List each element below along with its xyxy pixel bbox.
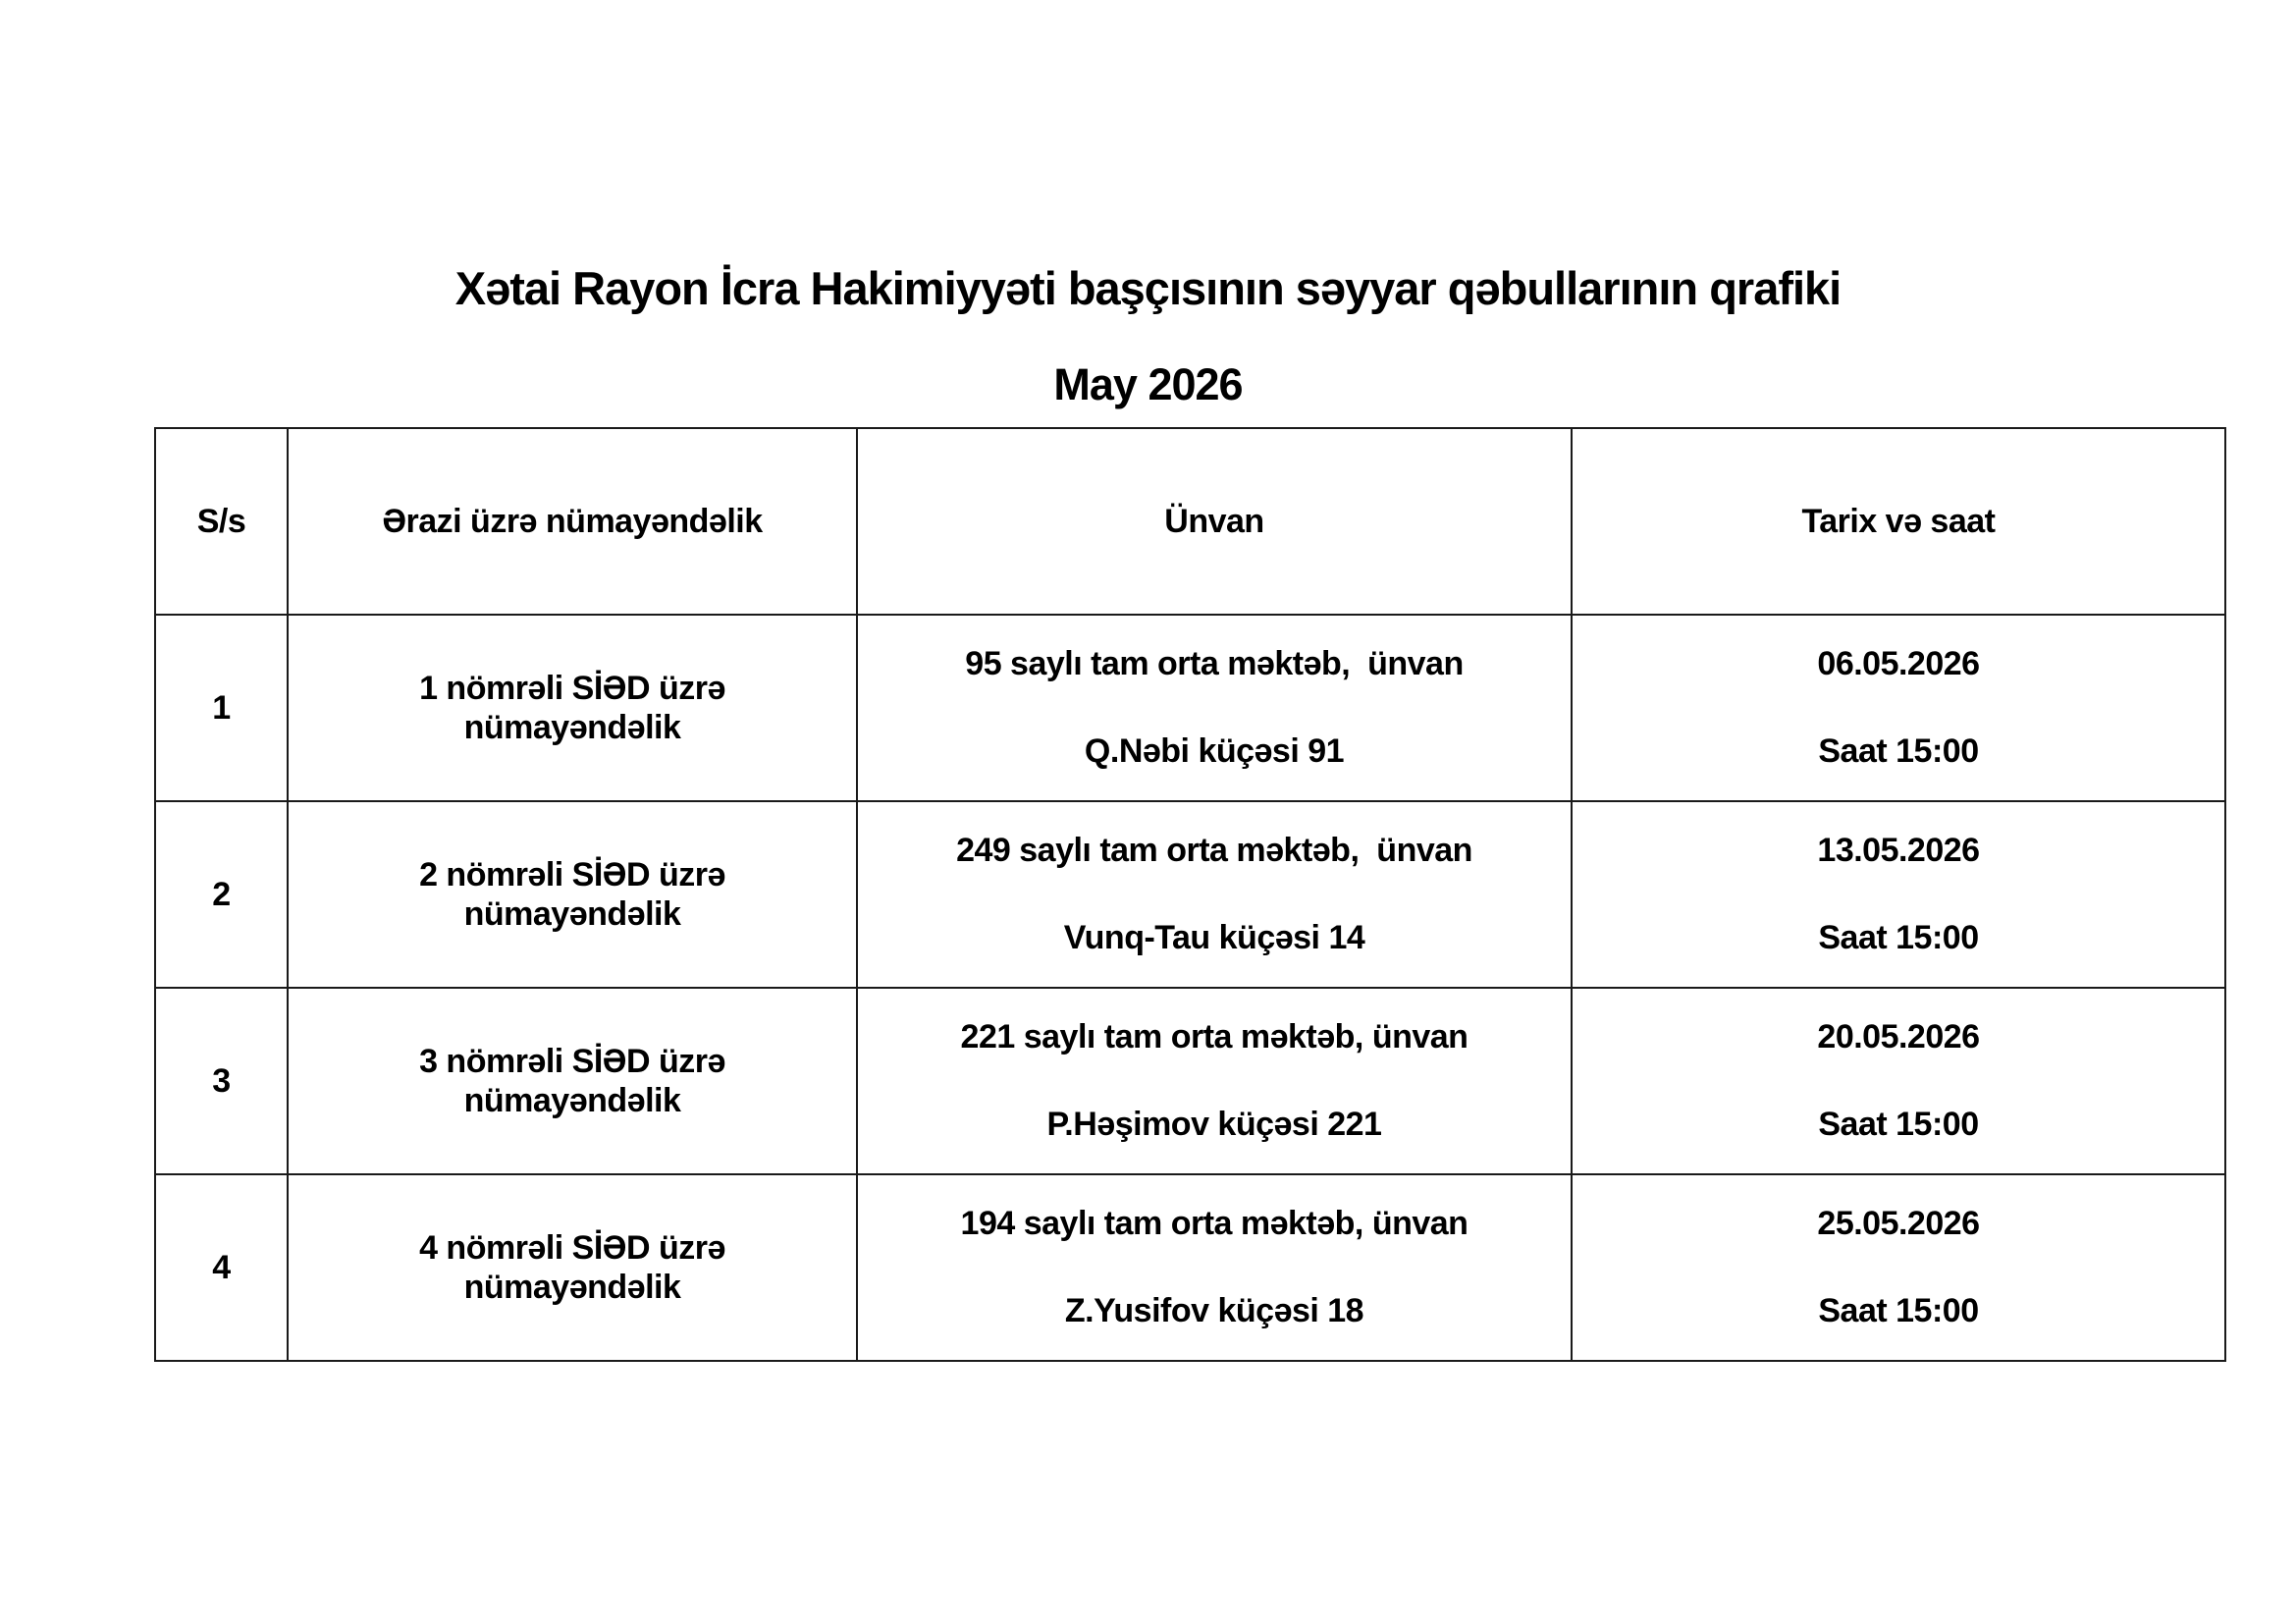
page-subtitle: May 2026 [1053, 359, 1243, 409]
representation-cell [288, 1174, 857, 1361]
header-cell-representation: Ərazi üzrə nümayəndəlik [288, 428, 857, 615]
representation-line-2: nümayəndəlik [463, 1082, 681, 1119]
schedule-table [154, 427, 2226, 1362]
address-street-line: Q.Nəbi küçəsi 91 [1084, 732, 1345, 770]
header-cell-number: S/s [155, 428, 288, 615]
representation-line-1: 1 nömrəli SİƏD üzrə [419, 669, 725, 707]
table-row [155, 1174, 2225, 1361]
table-row [155, 615, 2225, 801]
row-number-cell: 4 [155, 1174, 288, 1361]
row-number-cell: 2 [155, 801, 288, 988]
address-street-line: P.Həşimov küçəsi 221 [1046, 1106, 1382, 1143]
representation-cell [288, 988, 857, 1174]
date-text: 25.05.2026 [1817, 1204, 1980, 1242]
address-cell [857, 615, 1572, 801]
date-time-cell [1572, 615, 2225, 801]
time-text: Saat 15:00 [1818, 919, 1979, 956]
time-text: Saat 15:00 [1818, 732, 1979, 770]
address-school-line: 194 saylı tam orta məktəb, ünvan [960, 1204, 1468, 1242]
address-cell [857, 801, 1572, 988]
representation-line-1: 2 nömrəli SİƏD üzrə [419, 855, 725, 893]
table-row [155, 988, 2225, 1174]
representation-cell [288, 615, 857, 801]
representation-line-2: nümayəndəlik [463, 895, 681, 933]
representation-line-2: nümayəndəlik [463, 709, 681, 746]
time-text: Saat 15:00 [1818, 1292, 1979, 1329]
representation-line-1: 4 nömrəli SİƏD üzrə [419, 1228, 725, 1267]
table-header-row [155, 428, 2225, 615]
date-time-cell [1572, 988, 2225, 1174]
address-street-line: Vunq-Tau küçəsi 14 [1063, 919, 1365, 956]
table-row [155, 801, 2225, 988]
date-time-cell [1572, 1174, 2225, 1361]
date-time-cell [1572, 801, 2225, 988]
row-number-cell: 3 [155, 988, 288, 1174]
representation-line-1: 3 nömrəli SİƏD üzrə [419, 1042, 725, 1080]
representation-cell [288, 801, 857, 988]
address-cell [857, 1174, 1572, 1361]
date-text: 20.05.2026 [1817, 1017, 1980, 1056]
page-title: Xətai Rayon İcra Hakimiyyəti başçısının səyyar qəbullarının qrafiki [454, 262, 1842, 314]
address-cell [857, 988, 1572, 1174]
address-school-line: 221 saylı tam orta məktəb, ünvan [960, 1017, 1468, 1056]
address-school-line: 249 saylı tam orta məktəb, ünvan [956, 831, 1472, 869]
header-cell-date-time: Tarix və saat [1572, 428, 2225, 615]
row-number-cell: 1 [155, 615, 288, 801]
address-school-line: 95 saylı tam orta məktəb, ünvan [965, 644, 1464, 682]
address-street-line: Z.Yusifov küçəsi 18 [1064, 1292, 1364, 1329]
representation-line-2: nümayəndəlik [463, 1269, 681, 1306]
time-text: Saat 15:00 [1818, 1106, 1979, 1143]
date-text: 13.05.2026 [1817, 831, 1980, 869]
date-text: 06.05.2026 [1817, 644, 1980, 682]
header-cell-address: Ünvan [857, 428, 1572, 615]
